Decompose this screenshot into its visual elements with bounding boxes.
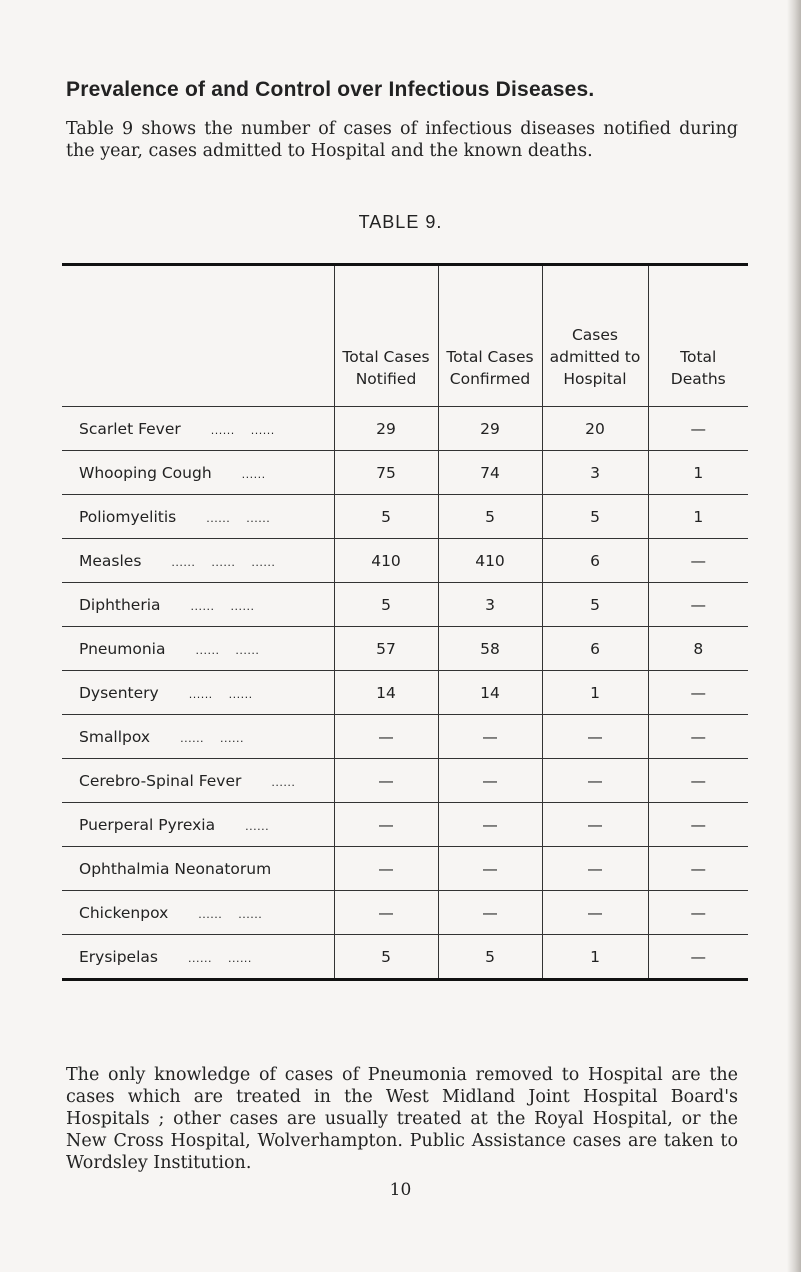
disease-name: Ophthalmia Neonatorum [79,859,272,878]
disease-cell [62,715,334,759]
admitted-to-hospital-cell: — [542,847,648,891]
admitted-to-hospital-cell: — [542,759,648,803]
dot-leader: ...... ...... [195,643,260,657]
table-row [62,671,748,715]
table-row [62,583,748,627]
cases-confirmed-cell: — [438,891,542,935]
cases-notified-cell: 5 [334,583,438,627]
deaths-cell: 1 [648,495,748,539]
cases-confirmed-cell: 410 [438,539,542,583]
table-row [62,627,748,671]
disease-cell [62,759,334,803]
cases-notified-cell: — [334,803,438,847]
disease-cell [62,407,334,451]
admitted-to-hospital-cell: 1 [542,935,648,980]
disease-name: Dysentery [79,683,159,702]
header-total-cases-notified: Total Cases Notified [334,265,438,407]
disease-cell [62,671,334,715]
table-row [62,407,748,451]
cases-notified-cell: — [334,715,438,759]
cases-notified-cell: 14 [334,671,438,715]
table-row [62,891,748,935]
deaths-cell: — [648,539,748,583]
cases-notified-cell: 57 [334,627,438,671]
table-row [62,715,748,759]
deaths-cell: — [648,671,748,715]
cases-confirmed-cell: 58 [438,627,542,671]
cases-confirmed-cell: — [438,715,542,759]
deaths-cell: — [648,715,748,759]
disease-name: Pneumonia [79,639,166,658]
cases-notified-cell: 75 [334,451,438,495]
header-total-cases-confirmed: Total Cases Confirmed [438,265,542,407]
cases-confirmed-cell: 29 [438,407,542,451]
deaths-cell: — [648,407,748,451]
dot-leader: ...... ...... [198,907,263,921]
disease-name: Smallpox [79,727,151,746]
table-row [62,451,748,495]
disease-name: Puerperal Pyrexia [79,815,216,834]
header-total-deaths: Total Deaths [648,265,748,407]
table-row [62,847,748,891]
disease-name: Poliomyelitis [79,507,177,526]
cases-confirmed-cell: 5 [438,495,542,539]
cases-confirmed-cell: — [438,803,542,847]
disease-name: Cerebro-Spinal Fever [79,771,242,790]
disease-cell [62,627,334,671]
deaths-cell: 1 [648,451,748,495]
admitted-to-hospital-cell: 5 [542,583,648,627]
cases-notified-cell: — [334,891,438,935]
closing-paragraph: The only knowledge of cases of Pneumonia removed to Hospital are the cases which are treated in the West Midland Joint Hospital Board's Hospitals ; other cases are usually treated at the Royal Hospital, or the New Cross Hospital, Wolverhampton. Public Assistance cases are taken to Wordsley Institution. [66,1065,738,1173]
disease-cell [62,451,334,495]
cases-notified-cell: 5 [334,495,438,539]
admitted-to-hospital-cell: — [542,803,648,847]
cases-notified-cell: — [334,759,438,803]
page-edge-shadow [787,0,801,1272]
disease-cell [62,539,334,583]
admitted-to-hospital-cell: 20 [542,407,648,451]
dot-leader: ...... ...... [188,687,253,701]
table-body [62,407,748,980]
disease-cell [62,803,334,847]
cases-notified-cell: — [334,847,438,891]
dot-leader: ...... ...... [210,423,275,437]
disease-name: Diphtheria [79,595,161,614]
deaths-cell: 8 [648,627,748,671]
dot-leader: ...... ...... [190,599,255,613]
disease-cell [62,583,334,627]
table-row [62,935,748,980]
header-cases-admitted-to-hospital: Cases admitted to Hospital [542,265,648,407]
page-number: 10 [389,1180,412,1200]
table-header-row [62,265,748,407]
infectious-diseases-table [62,263,748,981]
disease-name: Erysipelas [79,947,158,966]
cases-notified-cell: 410 [334,539,438,583]
dot-leader: ...... ...... [187,951,252,965]
disease-cell [62,935,334,980]
deaths-cell: — [648,803,748,847]
header-disease [62,265,334,407]
dot-leader: ...... [271,775,296,789]
disease-cell [62,847,334,891]
admitted-to-hospital-cell: 6 [542,539,648,583]
cases-notified-cell: 29 [334,407,438,451]
table-row [62,803,748,847]
disease-name: Chickenpox [79,903,169,922]
cases-confirmed-cell: — [438,759,542,803]
table-row [62,759,748,803]
disease-cell [62,891,334,935]
disease-name: Measles [79,551,142,570]
deaths-cell: — [648,583,748,627]
deaths-cell: — [648,935,748,980]
intro-paragraph: Table 9 shows the number of cases of infectious diseases notified during the year, cases admitted to Hospital and the known deaths. [66,119,738,161]
cases-confirmed-cell: 14 [438,671,542,715]
disease-name: Whooping Cough [79,463,212,482]
admitted-to-hospital-cell: 5 [542,495,648,539]
page-heading: Prevalence of and Control over Infectious Diseases. [66,78,595,101]
cases-confirmed-cell: 3 [438,583,542,627]
dot-leader: ...... [245,819,270,833]
dot-leader: ...... ...... ...... [171,555,276,569]
admitted-to-hospital-cell: — [542,891,648,935]
cases-confirmed-cell: — [438,847,542,891]
deaths-cell: — [648,759,748,803]
table-row [62,539,748,583]
admitted-to-hospital-cell: 1 [542,671,648,715]
cases-notified-cell: 5 [334,935,438,980]
admitted-to-hospital-cell: 3 [542,451,648,495]
deaths-cell: — [648,847,748,891]
disease-cell [62,495,334,539]
table-row [62,495,748,539]
dot-leader: ...... ...... [206,511,271,525]
admitted-to-hospital-cell: 6 [542,627,648,671]
table-title: TABLE 9. [358,212,443,232]
dot-leader: ...... ...... [180,731,245,745]
admitted-to-hospital-cell: — [542,715,648,759]
dot-leader: ...... [241,467,266,481]
disease-name: Scarlet Fever [79,419,181,438]
cases-confirmed-cell: 74 [438,451,542,495]
deaths-cell: — [648,891,748,935]
cases-confirmed-cell: 5 [438,935,542,980]
